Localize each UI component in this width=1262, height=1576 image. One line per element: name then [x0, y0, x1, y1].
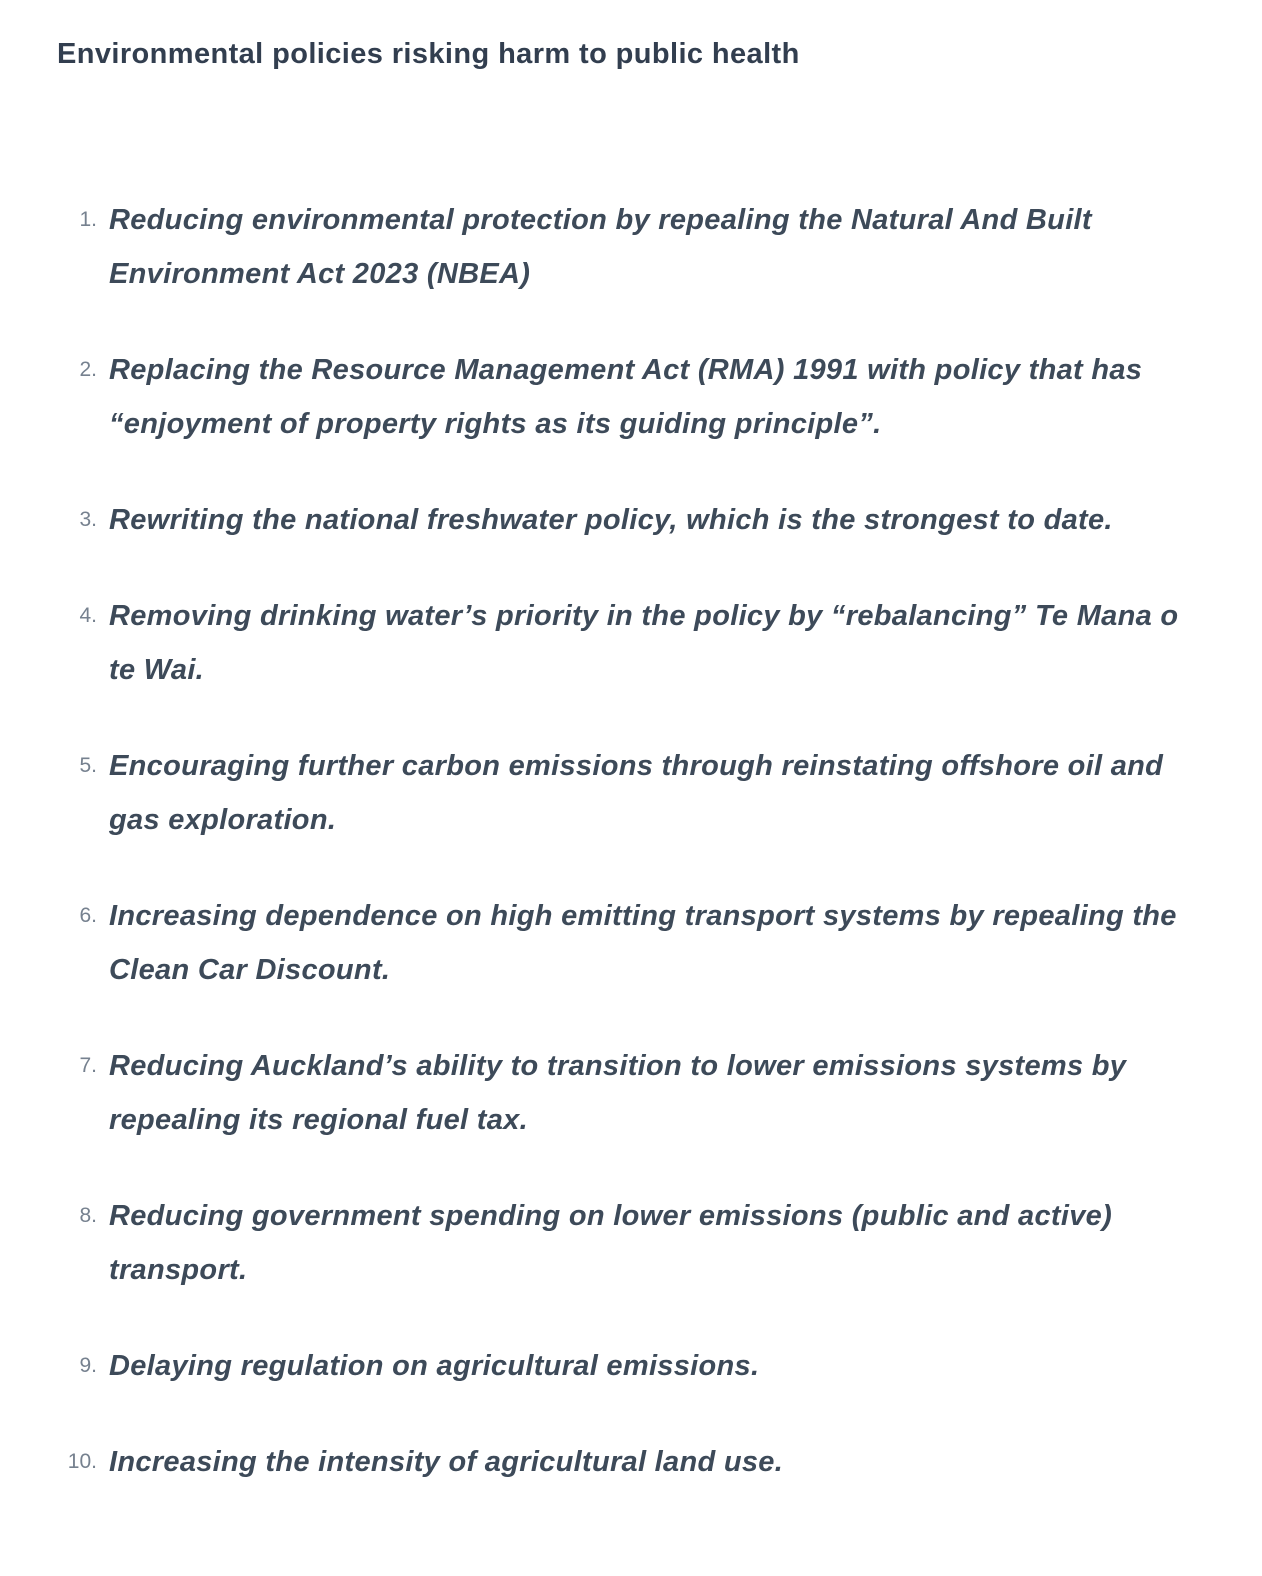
list-item: [57, 889, 1202, 997]
list-item-number: 1.: [79, 208, 97, 231]
list-item: [57, 1339, 1202, 1393]
list-item-text: Removing drinking water’s priority in the policy by “rebalancing” Te Mana o te Wai.: [109, 600, 1179, 686]
list-item-text: Encouraging further carbon emissions through reinstating offshore oil and gas exploration.: [109, 750, 1164, 836]
policy-list: [57, 193, 1202, 1489]
list-item-number: 4.: [79, 604, 97, 627]
list-item: [57, 1189, 1202, 1297]
list-item-text: Replacing the Resource Management Act (RMA) 1991 with policy that has “enjoyment of property rights as its guiding principle”.: [109, 354, 1143, 440]
list-item-number: 3.: [79, 508, 97, 531]
list-item: [57, 1039, 1202, 1147]
list-item: [57, 493, 1202, 547]
list-item-number: 10.: [67, 1450, 97, 1473]
list-item-number: 2.: [79, 358, 97, 381]
list-item: [57, 193, 1202, 301]
list-item: [57, 1435, 1202, 1489]
page-title: Environmental policies risking harm to public health: [57, 38, 800, 70]
list-item: [57, 739, 1202, 847]
list-item-number: 8.: [79, 1204, 97, 1227]
list-item-number: 5.: [79, 754, 97, 777]
list-item-number: 9.: [79, 1354, 97, 1377]
list-item-text: Rewriting the national freshwater policy, which is the strongest to date.: [109, 504, 1113, 536]
list-item-number: 7.: [79, 1054, 97, 1077]
list-item: [57, 589, 1202, 697]
list-item-text: Reducing environmental protection by repealing the Natural And Built Environment Act 2023 (NBEA): [109, 204, 1092, 290]
list-item-text: Reducing Auckland’s ability to transition to lower emissions systems by repealing its regional fuel tax.: [109, 1050, 1127, 1136]
list-item-text: Delaying regulation on agricultural emissions.: [109, 1350, 760, 1382]
list-item: [57, 343, 1202, 451]
list-item-text: Reducing government spending on lower emissions (public and active) transport.: [109, 1200, 1113, 1286]
list-item-text: Increasing the intensity of agricultural land use.: [109, 1446, 784, 1478]
list-item-text: Increasing dependence on high emitting transport systems by repealing the Clean Car Discount.: [109, 900, 1177, 986]
list-item-number: 6.: [79, 904, 97, 927]
